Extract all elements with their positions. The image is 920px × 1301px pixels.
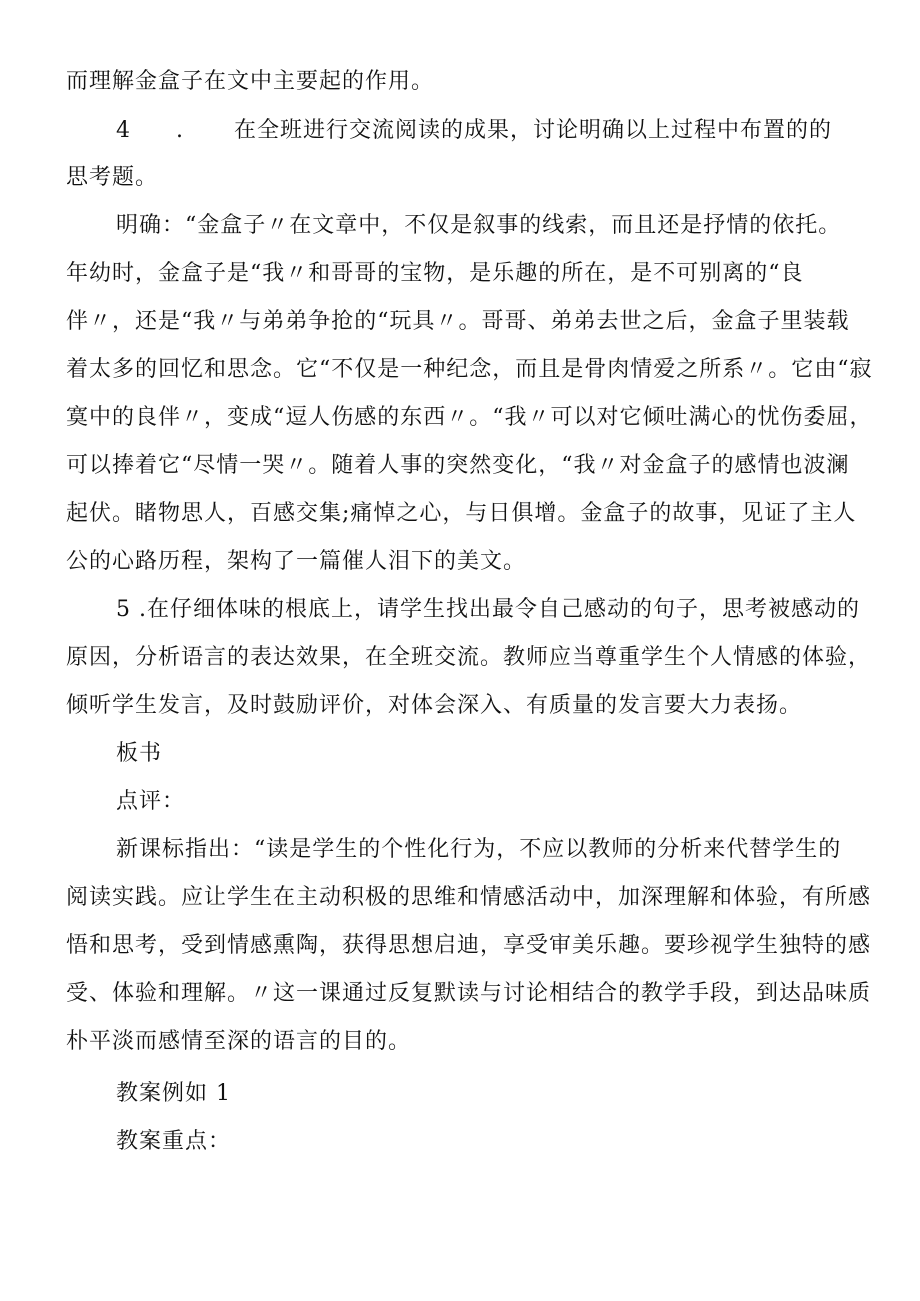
text-line: 倾听学生发言，及时鼓励评价，对体会深入、有质量的发言要大力表扬。 [66, 693, 803, 718]
text-line: 受、体验和理解。〃这一课通过反复默读与讨论相结合的教学手段，到达品味质 [66, 981, 872, 1006]
paragraph-start: 5 .在仔细体味的根底上，请学生找出最令自己感动的句子，思考被感动的 [116, 597, 860, 622]
text-line: 年幼时，金盒子是“我〃和哥哥的宝物，是乐趣的所在，是不可别离的“良 [66, 261, 804, 286]
text-line: 起伏。睹物思人，百感交集;痛悼之心，与日俱增。金盒子的故事，见证了主人 [66, 501, 857, 526]
text-line: 公的心路历程，架构了一篇催人泪下的美文。 [66, 549, 527, 574]
section-label: 点评： [116, 789, 186, 814]
item-dot: . [176, 118, 183, 143]
text-line: 朴平淡而感情至深的语言的目的。 [66, 1029, 412, 1054]
text-line: 寞中的良伴〃，变成“逗人伤感的东西〃。“我〃可以对它倾吐满心的忧伤委屈， [66, 405, 873, 430]
text-line: 阅读实践。应让学生在主动积极的思维和情感活动中，加深理解和体验，有所感 [66, 885, 872, 910]
paragraph-start: 新课标指出：“读是学生的个性化行为，不应以教师的分析来代替学生的 [116, 837, 842, 862]
text-line: 悟和思考，受到情感熏陶，获得思想启迪，享受审美乐趣。要珍视学生独特的感 [66, 933, 872, 958]
paragraph-start: 明确：“金盒子〃在文章中，不仅是叙事的线索，而且还是抒情的依托。 [116, 213, 842, 238]
item-text: 在全班进行交流阅读的成果，讨论明确以上过程中布置的的 [234, 118, 833, 143]
text-line: 原因，分析语言的表达效果，在全班交流。教师应当尊重学生个人情感的体验， [66, 645, 872, 670]
text-line: 伴〃，还是“我〃与弟弟争抢的“玩具〃。哥哥、弟弟去世之后，金盒子里装载 [66, 309, 850, 334]
section-label: 教案例如 1 [116, 1081, 231, 1106]
item-number: 4 [116, 118, 130, 143]
text-line: 可以捧着它“尽情一哭〃。随着人事的突然变化，“我〃对金盒子的感情也波澜 [66, 453, 850, 478]
text-line: 而理解金盒子在文中主要起的作用。 [66, 69, 435, 94]
section-label: 板书 [116, 741, 163, 766]
text-line: 着太多的回忆和思念。它“不仅是一种纪念，而且是骨肉情爱之所系〃。它由“寂 [66, 357, 873, 382]
section-label: 教案重点： [116, 1129, 232, 1154]
text-line: 思考题。 [66, 165, 159, 190]
